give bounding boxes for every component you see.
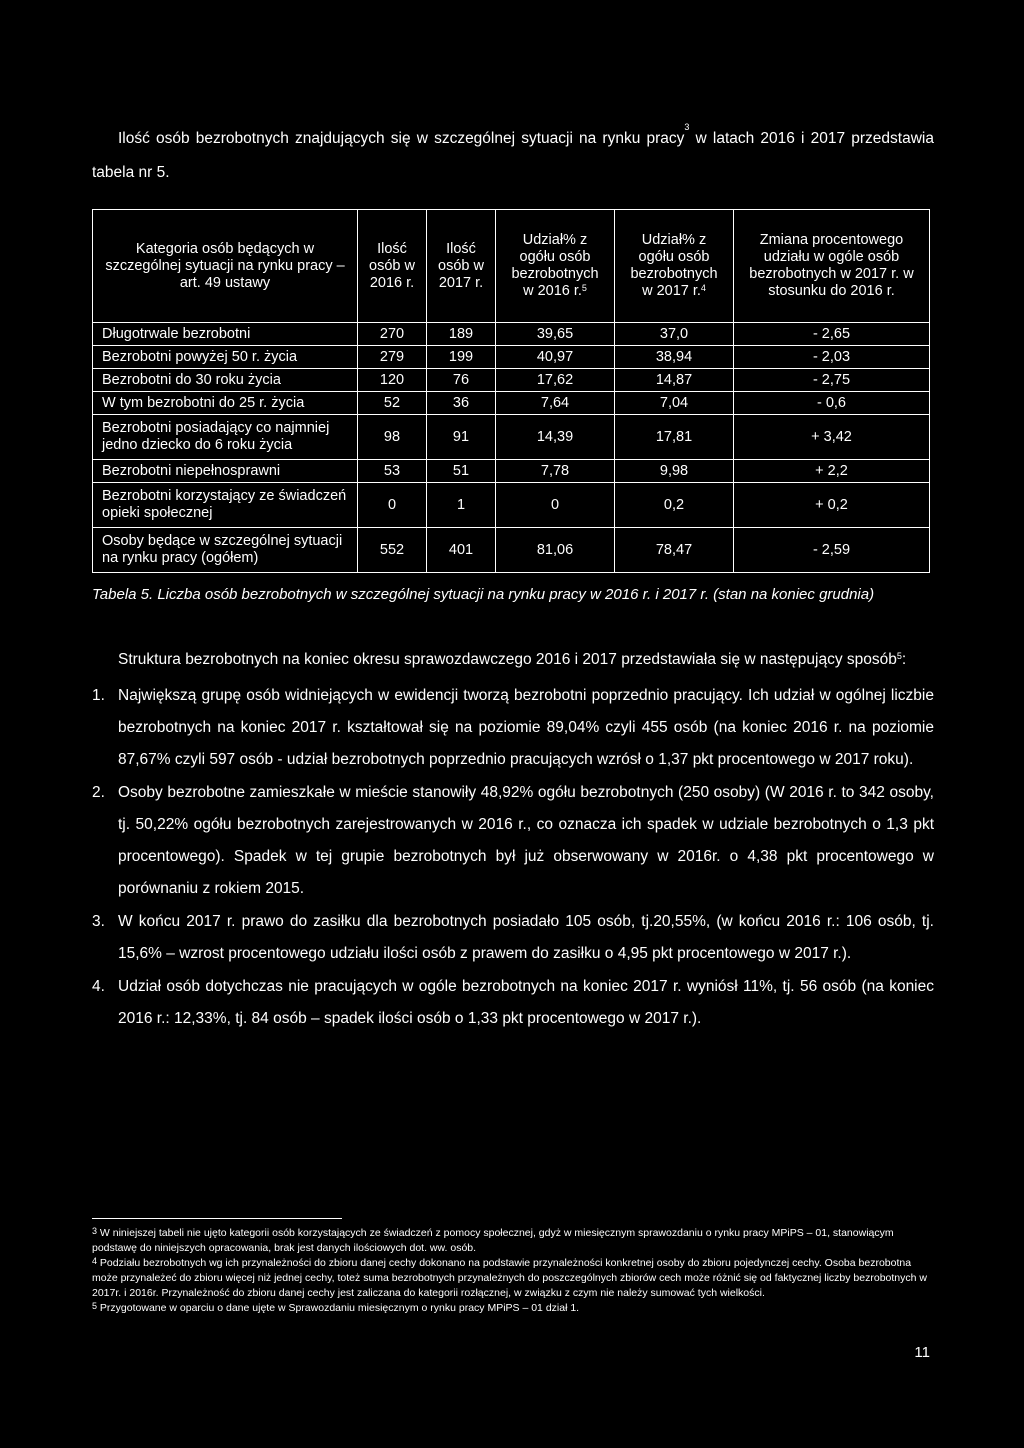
table-cell: 0,2 bbox=[615, 483, 734, 528]
header-count-2017: Ilość osób w 2017 r. bbox=[427, 210, 496, 323]
table-cell: 7,64 bbox=[496, 392, 615, 415]
row-label: Bezrobotni powyżej 50 r. życia bbox=[93, 346, 358, 369]
table-cell: 91 bbox=[427, 415, 496, 460]
intro-text-2: w latach 2016 i 2017 przedstawia tabela nr 5. bbox=[92, 130, 934, 181]
table-cell: + 0,2 bbox=[734, 483, 930, 528]
row-label: Długotrwale bezrobotni bbox=[93, 323, 358, 346]
table-row bbox=[93, 483, 930, 528]
table-cell: 14,39 bbox=[496, 415, 615, 460]
table-cell: 7,04 bbox=[615, 392, 734, 415]
table-cell: 37,0 bbox=[615, 323, 734, 346]
table-row bbox=[93, 460, 930, 483]
row-label: Bezrobotni niepełnosprawni bbox=[93, 460, 358, 483]
footnote-separator bbox=[92, 1218, 342, 1219]
table-cell: - 2,65 bbox=[734, 323, 930, 346]
data-table bbox=[92, 209, 930, 573]
table-row bbox=[93, 346, 930, 369]
header-share-2016: Udział% z ogółu osób bezrobotnych w 2016 r.$^5$ bbox=[496, 210, 615, 323]
list-item: 3. W końcu 2017 r. prawo do zasiłku dla bezrobotnych posiadało 105 osób, tj.20,55%, (w końcu 2016 r.: 106 osób, tj. 15,6% – wzrost procentowego udziału ilości osób z prawem do zasiłku o 4,95 pkt procentowego w 2017 r.). bbox=[92, 913, 934, 962]
header-share-2017: Udział% z ogółu osób bezrobotnych w 2017 r.$^4$ bbox=[615, 210, 734, 323]
table-cell: 199 bbox=[427, 346, 496, 369]
table-cell: 120 bbox=[358, 369, 427, 392]
intro-text: Ilość osób bezrobotnych znajdujących się w szczególnej sytuacji na rynku pracy bbox=[118, 130, 685, 147]
footnote-ref: 5 bbox=[896, 651, 902, 661]
header-category: Kategoria osób będących w szczególnej sytuacji na rynku pracy – art. 49 ustawy bbox=[93, 210, 358, 323]
row-label: Bezrobotni posiadający co najmniej jedno dziecko do 6 roku życia bbox=[93, 415, 358, 460]
header-change: Zmiana procentowego udziału w ogóle osób bezrobotnych w 2017 r. w stosunku do 2016 r. bbox=[734, 210, 930, 323]
table-cell: 38,94 bbox=[615, 346, 734, 369]
table-cell: 36 bbox=[427, 392, 496, 415]
table-row bbox=[93, 323, 930, 346]
table-cell: 53 bbox=[358, 460, 427, 483]
table-cell: 51 bbox=[427, 460, 496, 483]
table-cell: 0 bbox=[496, 483, 615, 528]
table-cell: 7,78 bbox=[496, 460, 615, 483]
table-cell: 39,65 bbox=[496, 323, 615, 346]
header-count-2016: Ilość osób w 2016 r. bbox=[358, 210, 427, 323]
footnote-ref: 3 bbox=[684, 122, 690, 132]
list-item: 1. Największą grupę osób widniejących w ewidencji tworzą bezrobotni poprzednio pracujący. Ich udział w ogólnej liczbie bezrobotnych na koniec 2017 r. kształtował się na poziomie 89,04% czyli 455 osób (na koniec 2016 r. na poziomie 87,67% czyli 597 osób - udział bezrobotnych poprzednio pracujących wzrósł o 1,37 pkt procentowego w 2017 roku). bbox=[92, 687, 934, 768]
table-cell: 17,81 bbox=[615, 415, 734, 460]
table-cell: 9,98 bbox=[615, 460, 734, 483]
table-cell: - 2,59 bbox=[734, 528, 930, 573]
footnote: $^5$ Przygotowane w oparciu o dane ujęte w Sprawozdaniu miesięcznym o rynku pracy MPiPS – 01 dział 1. bbox=[92, 1301, 580, 1314]
table-cell: 279 bbox=[358, 346, 427, 369]
footnote: $^4$ Podziału bezrobotnych wg ich przynależności do zbioru danej cechy dokonano na podstawie przynależności konkretnej osoby do zbioru pojedynczej cechy. Osoba bezrobotna może przynależeć do zbioru więcej niż jednej cechy, toteż suma bezrobotnych przynależnych do poszczególnych zbiorów cech może różnić się od faktycznej liczby bezrobotnych w 2017r. i 2016r. Przynależność do zbioru danej cechy jest zaliczana do kategorii rozłącznej, w związku z czym nie należy sumować tych wielkości. bbox=[92, 1256, 927, 1299]
row-label: Bezrobotni do 30 roku życia bbox=[93, 369, 358, 392]
row-label: W tym bezrobotni do 25 r. życia bbox=[93, 392, 358, 415]
table-row bbox=[93, 528, 930, 573]
table-cell: 1 bbox=[427, 483, 496, 528]
footnotes bbox=[92, 1226, 934, 1316]
table-row bbox=[93, 415, 930, 460]
table-cell: 0 bbox=[358, 483, 427, 528]
table-header-row bbox=[93, 210, 930, 323]
table-caption: Tabela 5. Liczba osób bezrobotnych w szczególnej sytuacji na rynku pracy w 2016 r. i 2017 r. (stan na koniec grudnia) bbox=[92, 586, 875, 603]
table-cell: 76 bbox=[427, 369, 496, 392]
table-row bbox=[93, 369, 930, 392]
row-label: Bezrobotni korzystający ze świadczeń opieki społecznej bbox=[93, 483, 358, 528]
table-cell: 81,06 bbox=[496, 528, 615, 573]
footnote: $^3$ W niniejszej tabeli nie ujęto kategorii osób korzystających ze świadczeń z pomocy społecznej, gdyż w miesięcznym sprawozdaniu o rynku pracy MPiPS – 01, stanowiącym podstawę do niniejszych opracowania, brak jest danych ilościowych dot. ww. osób. bbox=[92, 1226, 894, 1254]
table-cell: 401 bbox=[427, 528, 496, 573]
table-cell: - 0,6 bbox=[734, 392, 930, 415]
table-cell: 270 bbox=[358, 323, 427, 346]
structure-intro: Struktura bezrobotnych na koniec okresu sprawozdawczego 2016 i 2017 przedstawiała się w następujący sposób$^5$: bbox=[118, 651, 907, 668]
table-cell: + 2,2 bbox=[734, 460, 930, 483]
table-cell: - 2,75 bbox=[734, 369, 930, 392]
row-label: Osoby będące w szczególnej sytuacji na rynku pracy (ogółem) bbox=[93, 528, 358, 573]
table-cell: - 2,03 bbox=[734, 346, 930, 369]
table-cell: 78,47 bbox=[615, 528, 734, 573]
table-body bbox=[93, 323, 930, 573]
intro-paragraph bbox=[92, 122, 934, 190]
list-item: 2. Osoby bezrobotne zamieszkałe w mieście stanowiły 48,92% ogółu bezrobotnych (250 osoby) (W 2016 r. to 342 osoby, tj. 50,22% ogółu bezrobotnych zarejestrowanych w 2016 r., co oznacza ich spadek w udziale bezrobotnych o 1,3 pkt procentowego). Spadek w tej grupie bezrobotnych był już obserwowany w 2016r. o 4,38 pkt procentowego w porównaniu z rokiem 2015. bbox=[92, 784, 934, 897]
table-cell: 189 bbox=[427, 323, 496, 346]
list-item: 4. Udział osób dotychczas nie pracujących w ogóle bezrobotnych na koniec 2017 r. wyniósł 11%, tj. 56 osób (na koniec 2016 r.: 12,33%, tj. 84 osób – spadek ilości osób o 1,33 pkt procentowego w 2017 r.). bbox=[92, 978, 934, 1027]
table-cell: 14,87 bbox=[615, 369, 734, 392]
table-cell: 52 bbox=[358, 392, 427, 415]
table-row bbox=[93, 392, 930, 415]
structure-list bbox=[92, 680, 934, 1036]
page-number: 11 bbox=[914, 1344, 930, 1361]
table-cell: 552 bbox=[358, 528, 427, 573]
table-cell: 40,97 bbox=[496, 346, 615, 369]
table-cell: 17,62 bbox=[496, 369, 615, 392]
table-cell: + 3,42 bbox=[734, 415, 930, 460]
table-cell: 98 bbox=[358, 415, 427, 460]
